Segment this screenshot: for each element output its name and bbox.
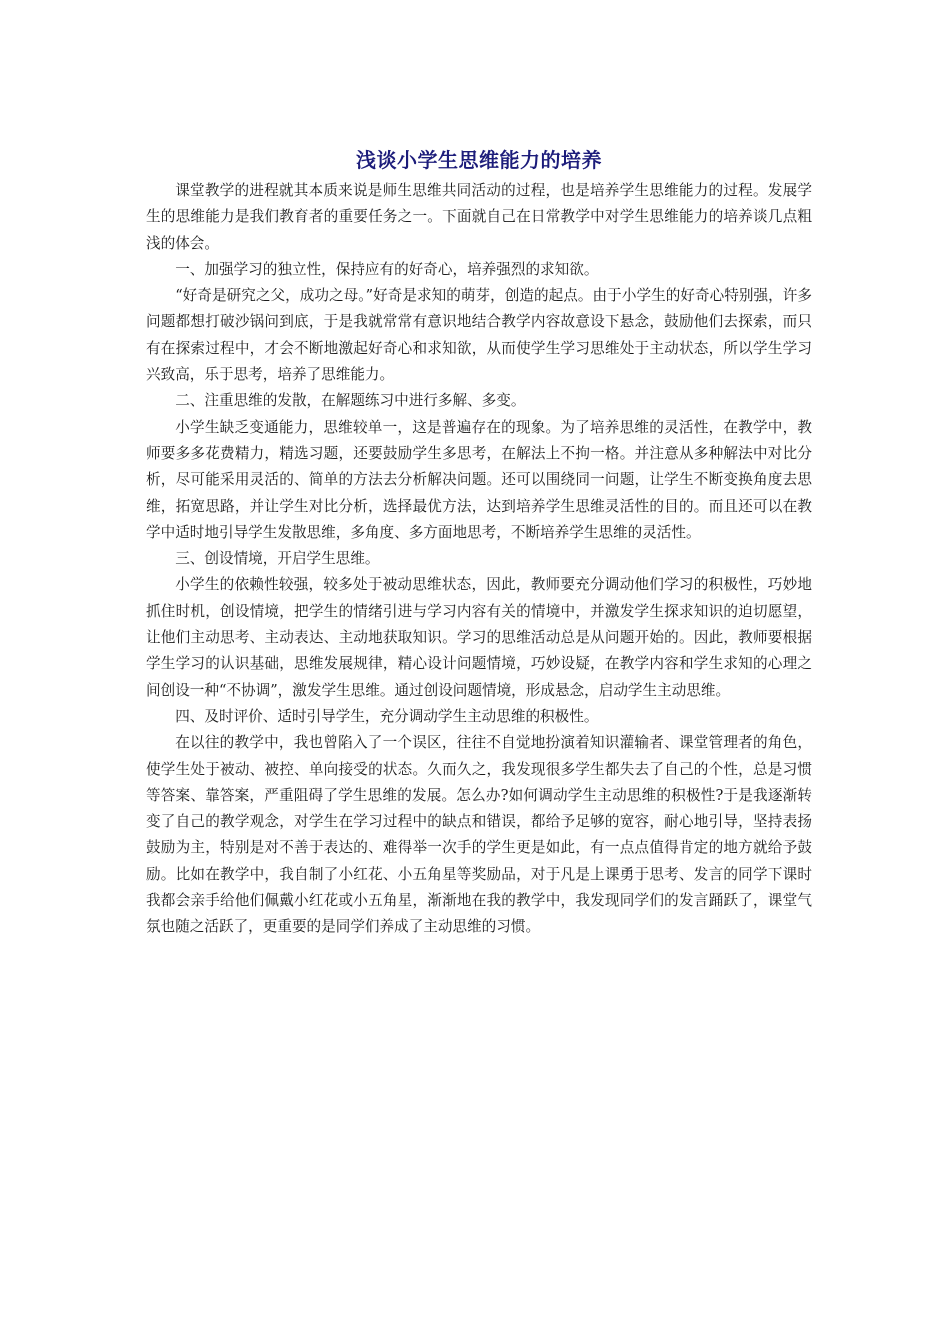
intro-paragraph: 课堂教学的进程就其本质来说是师生思维共同活动的过程，也是培养学生思维能力的过程。发展学生的思维能力是我们教育者的重要任务之一。下面就自己在日常教学中对学生思维能力的培养谈几点粗浅的体会。 (146, 182, 812, 252)
body-paragraph: 在以往的教学中，我也曾陷入了一个误区，往往不自觉地扮演着知识灌输者、课堂管理者的角色，使学生处于被动、被控、单向接受的状态。久而久之，我发现很多学生都失去了自己的个性，总是习惯等答案、靠答案，严重阻碍了学生思维的发展。怎么办?如何调动学生主动思维的积极性?于是我逐渐转变了自己的教学观念，对学生在学习过程中的缺点和错误，都给予足够的宽容，耐心地引导，坚持表扬鼓励为主，特别是对不善于表达的、难得举一次手的学生更是如此，有一点点值得肯定的地方就给予鼓励。比如在教学中，我自制了小红花、小五角星等奖励品，对于凡是上课勇于思考、发言的同学下课时我都会亲手给他们佩戴小红花或小五角星，渐渐地在我的教学中，我发现同学们的发言踊跃了，课堂气氛也随之活跃了，更重要的是同学们养成了主动思维的习惯。 (146, 734, 812, 936)
section-heading-3: 三、创设情境，开启学生思维。 (175, 550, 380, 568)
document-title: 浅谈小学生思维能力的培养 (356, 148, 602, 172)
body-paragraph: “好奇是研究之父，成功之母。”好奇是求知的萌芽，创造的起点。由于小学生的好奇心特别强，许多问题都想打破沙锅问到底，于是我就常常有意识地结合教学内容故意设下悬念，鼓励他们去探索，而只有在探索过程中，才会不断地激起好奇心和求知欲，从而使学生学习思维处于主动状态，所以学生学习兴致高，乐于思考，培养了思维能力。 (146, 287, 812, 384)
section-heading-2: 二、注重思维的发散，在解题练习中进行多解、多变。 (175, 392, 526, 410)
section-heading-1: 一、加强学习的独立性，保持应有的好奇心，培养强烈的求知欲。 (175, 260, 599, 278)
body-paragraph: 小学生缺乏变通能力，思维较单一，这是普遍存在的现象。为了培养思维的灵活性，在教学中，教师要多多花费精力，精选习题，还要鼓励学生多思考，在解法上不拘一格。并注意从多种解法中对比分析，尽可能采用灵活的、简单的方法去分析解决问题。还可以围绕同一问题，让学生不断变换角度去思维，拓宽思路，并让学生对比分析，选择最优方法，达到培养学生思维灵活性的目的。而且还可以在教学中适时地引导学生发散思维，多角度、多方面地思考，不断培养学生思维的灵活性。 (146, 418, 812, 541)
section-heading-4: 四、及时评价、适时引导学生，充分调动学生主动思维的积极性。 (175, 707, 599, 725)
body-paragraph: 小学生的依赖性较强，较多处于被动思维状态，因此，教师要充分调动他们学习的积极性，巧妙地抓住时机，创设情境，把学生的情绪引进与学习内容有关的情境中，并激发学生探求知识的迫切愿望，让他们主动思考、主动表达、主动地获取知识。学习的思维活动总是从问题开始的。因此，教师要根据学生学习的认识基础，思维发展规律，精心设计问题情境，巧妙设疑，在教学内容和学生求知的心理之间创设一种“不协调”，激发学生思维。通过创设问题情境，形成悬念，启动学生主动思维。 (146, 576, 812, 699)
document-body (146, 144, 812, 941)
